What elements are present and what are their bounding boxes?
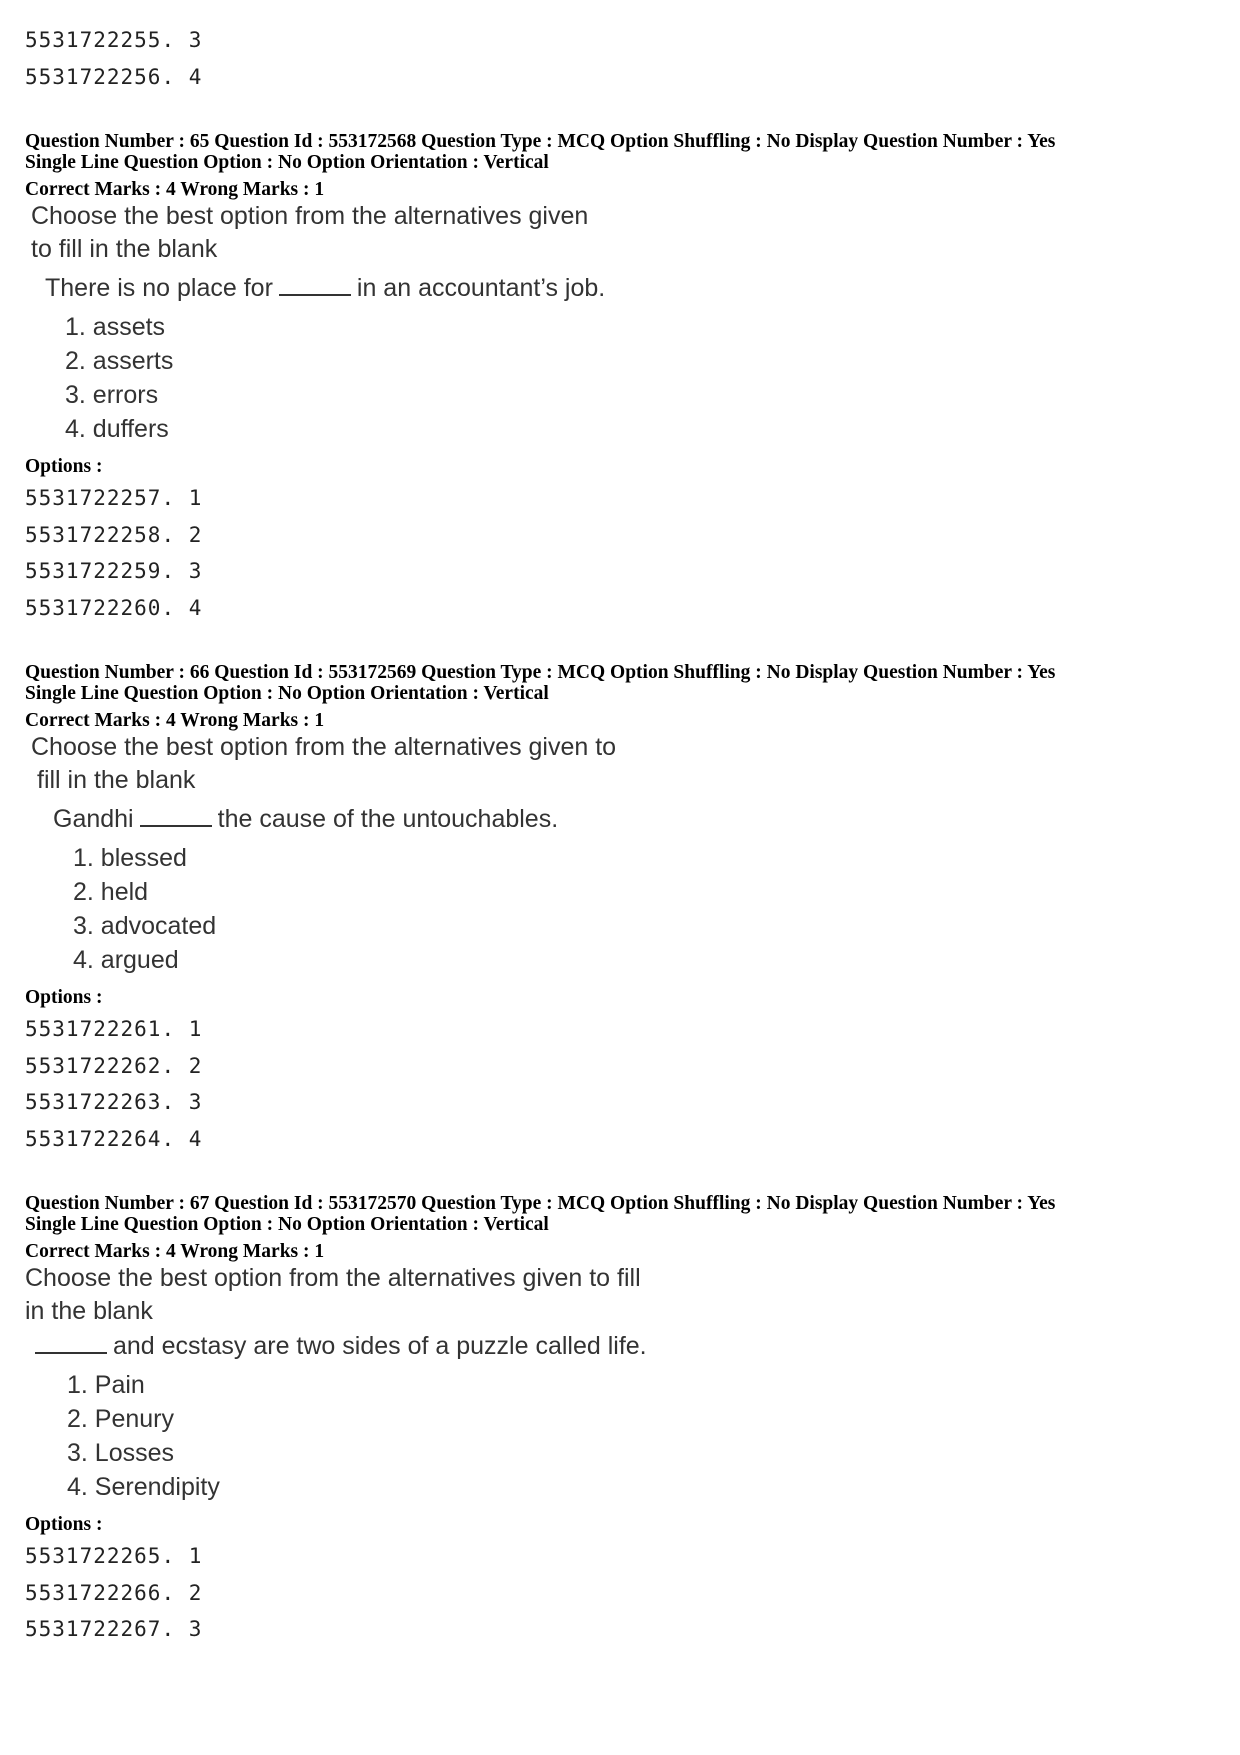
document-page bbox=[25, 22, 1215, 1648]
question-body bbox=[25, 200, 1215, 446]
sentence-after: the cause of the untouchables. bbox=[217, 805, 559, 833]
question-stem-line2: in the blank bbox=[25, 1297, 153, 1325]
question-sentence bbox=[31, 801, 1215, 837]
option-line: 5531722255. 3 bbox=[25, 28, 203, 52]
choice-item: 4. Serendipity bbox=[67, 1473, 220, 1501]
question-65 bbox=[25, 131, 1215, 626]
sentence-before: Gandhi bbox=[53, 805, 134, 833]
choice-item: 4. argued bbox=[73, 946, 179, 974]
choice-item: 1. assets bbox=[65, 313, 166, 341]
option-line: 5531722259. 3 bbox=[25, 559, 203, 583]
choice-list bbox=[31, 310, 1215, 446]
question-marks: Correct Marks : 4 Wrong Marks : 1 bbox=[25, 1241, 325, 1262]
question-header: Question Number : 67 Question Id : 553172570 Question Type : MCQ Option Shuffling : No Display Question Number : Yes bbox=[25, 1193, 1056, 1214]
options-label: Options : bbox=[25, 987, 103, 1008]
choice-item: 4. duffers bbox=[65, 415, 169, 443]
option-line: 5531722264. 4 bbox=[25, 1126, 203, 1151]
sentence-after: in an accountant’s job. bbox=[356, 274, 606, 302]
question-stem-line1: Choose the best option from the alternatives given to fill bbox=[25, 1264, 641, 1292]
question-header-line2: Single Line Question Option : No Option Orientation : Vertical bbox=[25, 683, 549, 704]
options-label: Options : bbox=[25, 456, 103, 477]
blank-line bbox=[35, 1332, 107, 1354]
option-line: 5531722256. 4 bbox=[25, 64, 203, 89]
question-marks: Correct Marks : 4 Wrong Marks : 1 bbox=[25, 710, 325, 731]
question-stem-line1: Choose the best option from the alternatives given bbox=[31, 202, 589, 230]
choice-item: 2. asserts bbox=[65, 347, 174, 375]
choice-item: 3. Losses bbox=[67, 1439, 175, 1467]
option-line: 5531722265. 1 bbox=[25, 1544, 203, 1568]
sentence-before: There is no place for bbox=[45, 274, 273, 302]
question-sentence bbox=[31, 270, 1215, 306]
option-line: 5531722258. 2 bbox=[25, 522, 203, 547]
question-67 bbox=[25, 1193, 1215, 1648]
question-header: Question Number : 65 Question Id : 553172568 Question Type : MCQ Option Shuffling : No Display Question Number : Yes bbox=[25, 131, 1056, 152]
question-sentence bbox=[25, 1328, 1215, 1364]
choice-list bbox=[31, 841, 1215, 977]
question-marks: Correct Marks : 4 Wrong Marks : 1 bbox=[25, 179, 325, 200]
option-line: 5531722261. 1 bbox=[25, 1017, 203, 1041]
option-line: 5531722262. 2 bbox=[25, 1053, 203, 1078]
blank-line bbox=[140, 805, 212, 827]
question-body bbox=[25, 731, 1215, 977]
choice-item: 2. Penury bbox=[67, 1405, 175, 1433]
option-line: 5531722260. 4 bbox=[25, 595, 203, 620]
choice-item: 1. Pain bbox=[67, 1371, 145, 1399]
choice-item: 3. errors bbox=[65, 381, 159, 409]
options-label: Options : bbox=[25, 1514, 103, 1535]
option-line: 5531722267. 3 bbox=[25, 1617, 203, 1641]
choice-item: 2. held bbox=[73, 878, 149, 906]
choice-list bbox=[25, 1368, 1215, 1504]
question-header-line2: Single Line Question Option : No Option Orientation : Vertical bbox=[25, 152, 549, 173]
question-66 bbox=[25, 662, 1215, 1157]
option-list bbox=[25, 1538, 1215, 1648]
sentence-after: and ecstasy are two sides of a puzzle called life. bbox=[113, 1332, 647, 1360]
question-stem-line2: to fill in the blank bbox=[31, 235, 218, 263]
option-line: 5531722266. 2 bbox=[25, 1580, 203, 1605]
option-list bbox=[25, 480, 1215, 626]
option-line: 5531722263. 3 bbox=[25, 1090, 203, 1114]
question-stem-line1: Choose the best option from the alternatives given to bbox=[31, 733, 617, 761]
option-line: 5531722257. 1 bbox=[25, 486, 203, 510]
question-header-line2: Single Line Question Option : No Option Orientation : Vertical bbox=[25, 1214, 549, 1235]
blank-line bbox=[279, 274, 351, 296]
question-stem-line2: fill in the blank bbox=[37, 766, 196, 794]
question-body bbox=[25, 1262, 1215, 1504]
option-list bbox=[25, 1011, 1215, 1157]
question-header: Question Number : 66 Question Id : 553172569 Question Type : MCQ Option Shuffling : No Display Question Number : Yes bbox=[25, 662, 1056, 683]
choice-item: 1. blessed bbox=[73, 844, 187, 872]
carry-over-options bbox=[25, 22, 1215, 95]
choice-item: 3. advocated bbox=[73, 912, 217, 940]
